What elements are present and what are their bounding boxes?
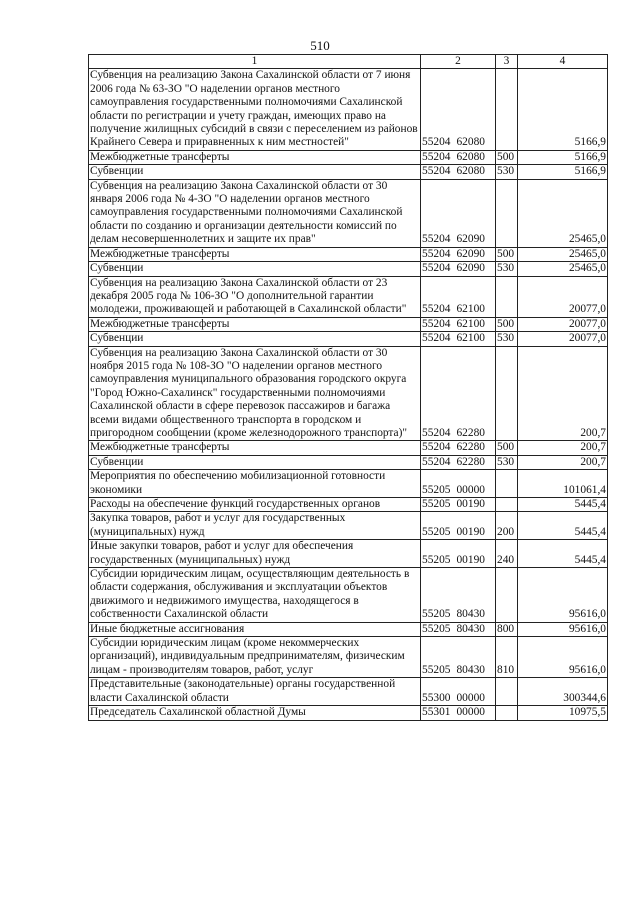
row-expense-type: 530 (496, 332, 518, 346)
row-amount: 5166,9 (518, 69, 608, 150)
row-amount: 5166,9 (518, 165, 608, 179)
row-code-item: 00190 (456, 525, 485, 538)
row-amount: 200,7 (518, 441, 608, 455)
row-amount: 5445,4 (518, 540, 608, 568)
row-description: Межбюджетные трансферты (89, 150, 421, 164)
row-expense-type: 500 (496, 150, 518, 164)
row-code-item: 62280 (456, 441, 485, 454)
row-description: Иные закупки товаров, работ и услуг для обеспечения государственных (муниципальных) нужд (89, 540, 421, 568)
row-code (421, 568, 496, 623)
table-row (89, 498, 608, 512)
table-header-row (89, 55, 608, 69)
row-expense-type (496, 179, 518, 247)
table-row (89, 568, 608, 623)
row-expense-type: 200 (496, 512, 518, 540)
table-row (89, 179, 608, 247)
table-row (89, 540, 608, 568)
row-code-section: 55204 (422, 441, 451, 454)
row-code-item: 62090 (456, 233, 485, 246)
row-amount: 5445,4 (518, 498, 608, 512)
row-description: Субвенция на реализацию Закона Сахалинской области от 30 ноября 2015 года № 108-ЗО "О наделении органов местного самоуправления муниципального образования городского округа "Город Южно-Сахалинск" государственными полномочиями Сахалинской области в сфере перевозок пассажиров и багажа всеми видами общественного транспорта в городском и пригородном сообщении (кроме железнодорожного транспорта)" (89, 346, 421, 441)
table-row (89, 622, 608, 636)
row-code-item: 62100 (456, 317, 485, 330)
row-expense-type (496, 470, 518, 498)
page-number: 510 (310, 38, 330, 53)
row-code-section: 55205 (422, 553, 451, 566)
row-amount: 200,7 (518, 346, 608, 441)
row-code (421, 165, 496, 179)
row-expense-type (496, 69, 518, 150)
table-row (89, 69, 608, 150)
table-row (89, 441, 608, 455)
row-code (421, 69, 496, 150)
row-code-section: 55204 (422, 303, 451, 316)
row-amount: 95616,0 (518, 568, 608, 623)
budget-table-body (89, 55, 608, 721)
row-amount: 95616,0 (518, 622, 608, 636)
row-code-item: 00000 (456, 483, 485, 496)
row-description: Межбюджетные трансферты (89, 317, 421, 331)
row-description: Субвенция на реализацию Закона Сахалинской области от 7 июня 2006 года № 63-ЗО "О наделении органов местного самоуправления государственными полномочиями Сахалинской области по регистрации и учету граждан, имеющих право на получение жилищных субсидий в связи с переселением из районов Крайнего Севера и приравненных к ним местностей" (89, 69, 421, 150)
row-code-item: 80430 (456, 663, 485, 676)
row-code-section: 55204 (422, 247, 451, 260)
row-code (421, 276, 496, 317)
row-code (421, 247, 496, 261)
row-description: Субвенции (89, 455, 421, 469)
row-expense-type: 240 (496, 540, 518, 568)
row-amount: 95616,0 (518, 637, 608, 678)
row-code-section: 55204 (422, 136, 451, 149)
row-code-section: 55204 (422, 165, 451, 178)
row-expense-type: 530 (496, 262, 518, 276)
table-row (89, 276, 608, 317)
row-code-section: 55204 (422, 233, 451, 246)
row-expense-type (496, 498, 518, 512)
row-code-item: 62280 (456, 455, 485, 468)
row-amount: 300344,6 (518, 678, 608, 706)
row-code (421, 262, 496, 276)
table-row (89, 678, 608, 706)
row-code (421, 150, 496, 164)
row-amount: 25465,0 (518, 262, 608, 276)
row-description: Представительные (законодательные) органы государственной власти Сахалинской области (89, 678, 421, 706)
row-expense-type (496, 678, 518, 706)
row-code (421, 637, 496, 678)
row-code-section: 55205 (422, 608, 451, 621)
row-amount: 20077,0 (518, 317, 608, 331)
row-code-item: 00190 (456, 498, 485, 510)
row-description: Расходы на обеспечение функций государственных органов (89, 498, 421, 512)
table-row (89, 706, 608, 720)
row-code-section: 55204 (422, 317, 451, 330)
row-expense-type (496, 706, 518, 720)
row-amount: 10975,5 (518, 706, 608, 720)
row-expense-type: 530 (496, 455, 518, 469)
row-expense-type: 530 (496, 165, 518, 179)
row-description: Мероприятия по обеспечению мобилизационной готовности экономики (89, 470, 421, 498)
row-description: Субсидии юридическим лицам, осуществляющим деятельность в области содержания, обслуживания и эксплуатации объектов движимого и недвижимого имущества, находящегося в собственности Сахалинской области (89, 568, 421, 623)
table-row (89, 512, 608, 540)
row-code-section: 55205 (422, 498, 451, 510)
row-amount: 25465,0 (518, 247, 608, 261)
row-description: Иные бюджетные ассигнования (89, 622, 421, 636)
row-amount: 25465,0 (518, 179, 608, 247)
row-code-section: 55205 (422, 663, 451, 676)
row-code (421, 512, 496, 540)
table-row (89, 637, 608, 678)
row-description: Субсидии юридическим лицам (кроме некоммерческих организаций), индивидуальным предпринимателям, физическим лицам - производителям товаров, работ, услуг (89, 637, 421, 678)
row-code (421, 179, 496, 247)
row-code-item: 80430 (456, 608, 485, 621)
table-row (89, 346, 608, 441)
row-code-item: 62100 (456, 332, 485, 345)
row-expense-type: 810 (496, 637, 518, 678)
row-code (421, 540, 496, 568)
row-code-section: 55204 (422, 426, 451, 439)
row-description: Субвенции (89, 262, 421, 276)
row-expense-type: 500 (496, 441, 518, 455)
row-code (421, 332, 496, 346)
row-code-item: 62080 (456, 150, 485, 163)
row-code (421, 441, 496, 455)
row-code (421, 498, 496, 512)
table-row (89, 165, 608, 179)
row-expense-type (496, 568, 518, 623)
row-code-section: 55300 (422, 691, 451, 704)
row-code-section: 55205 (422, 525, 451, 538)
row-amount: 5445,4 (518, 512, 608, 540)
row-code-section: 55205 (422, 483, 451, 496)
table-row (89, 262, 608, 276)
row-description: Субвенция на реализацию Закона Сахалинской области от 23 декабря 2005 года № 106-ЗО "О дополнительной гарантии молодежи, проживающей и работающей в Сахалинской области" (89, 276, 421, 317)
row-code-item: 62080 (456, 136, 485, 149)
row-code-item: 62080 (456, 165, 485, 178)
row-code-item: 62280 (456, 426, 485, 439)
row-expense-type (496, 276, 518, 317)
row-amount: 20077,0 (518, 332, 608, 346)
row-code (421, 706, 496, 720)
row-code (421, 470, 496, 498)
row-code (421, 317, 496, 331)
row-code-section: 55204 (422, 150, 451, 163)
row-code (421, 622, 496, 636)
budget-table (88, 54, 608, 721)
row-amount: 20077,0 (518, 276, 608, 317)
row-code-section: 55204 (422, 332, 451, 345)
row-amount: 101061,4 (518, 470, 608, 498)
row-code-section: 55204 (422, 455, 451, 468)
row-description: Межбюджетные трансферты (89, 441, 421, 455)
row-expense-type: 500 (496, 317, 518, 331)
row-code-section: 55205 (422, 622, 451, 635)
row-amount: 200,7 (518, 455, 608, 469)
table-row (89, 332, 608, 346)
header-col-1: 1 (89, 55, 421, 69)
row-description: Председатель Сахалинской областной Думы (89, 706, 421, 720)
row-code (421, 678, 496, 706)
row-code-item: 80430 (456, 622, 485, 635)
row-code-item: 62100 (456, 303, 485, 316)
row-description: Субвенция на реализацию Закона Сахалинской области от 30 января 2006 года № 4-ЗО "О наделении органов местного самоуправления государственными полномочиями Сахалинской области по созданию и организации деятельности комиссий по делам несовершеннолетних и защите их прав" (89, 179, 421, 247)
table-row (89, 455, 608, 469)
row-code-section: 55301 (422, 706, 451, 719)
row-description: Субвенции (89, 165, 421, 179)
row-expense-type: 800 (496, 622, 518, 636)
row-code-item: 62090 (456, 262, 485, 275)
row-code (421, 346, 496, 441)
header-col-4: 4 (518, 55, 608, 69)
row-expense-type: 500 (496, 247, 518, 261)
table-row (89, 247, 608, 261)
row-code-section: 55204 (422, 262, 451, 275)
row-code-item: 00000 (456, 691, 485, 704)
row-description: Закупка товаров, работ и услуг для государственных (муниципальных) нужд (89, 512, 421, 540)
table-row (89, 317, 608, 331)
row-code-item: 00000 (456, 706, 485, 719)
table-row (89, 470, 608, 498)
header-col-3: 3 (496, 55, 518, 69)
row-description: Межбюджетные трансферты (89, 247, 421, 261)
row-description: Субвенции (89, 332, 421, 346)
row-amount: 5166,9 (518, 150, 608, 164)
row-code-item: 00190 (456, 553, 485, 566)
row-code (421, 455, 496, 469)
row-expense-type (496, 346, 518, 441)
row-code-item: 62090 (456, 247, 485, 260)
table-row (89, 150, 608, 164)
header-col-2: 2 (421, 55, 496, 69)
